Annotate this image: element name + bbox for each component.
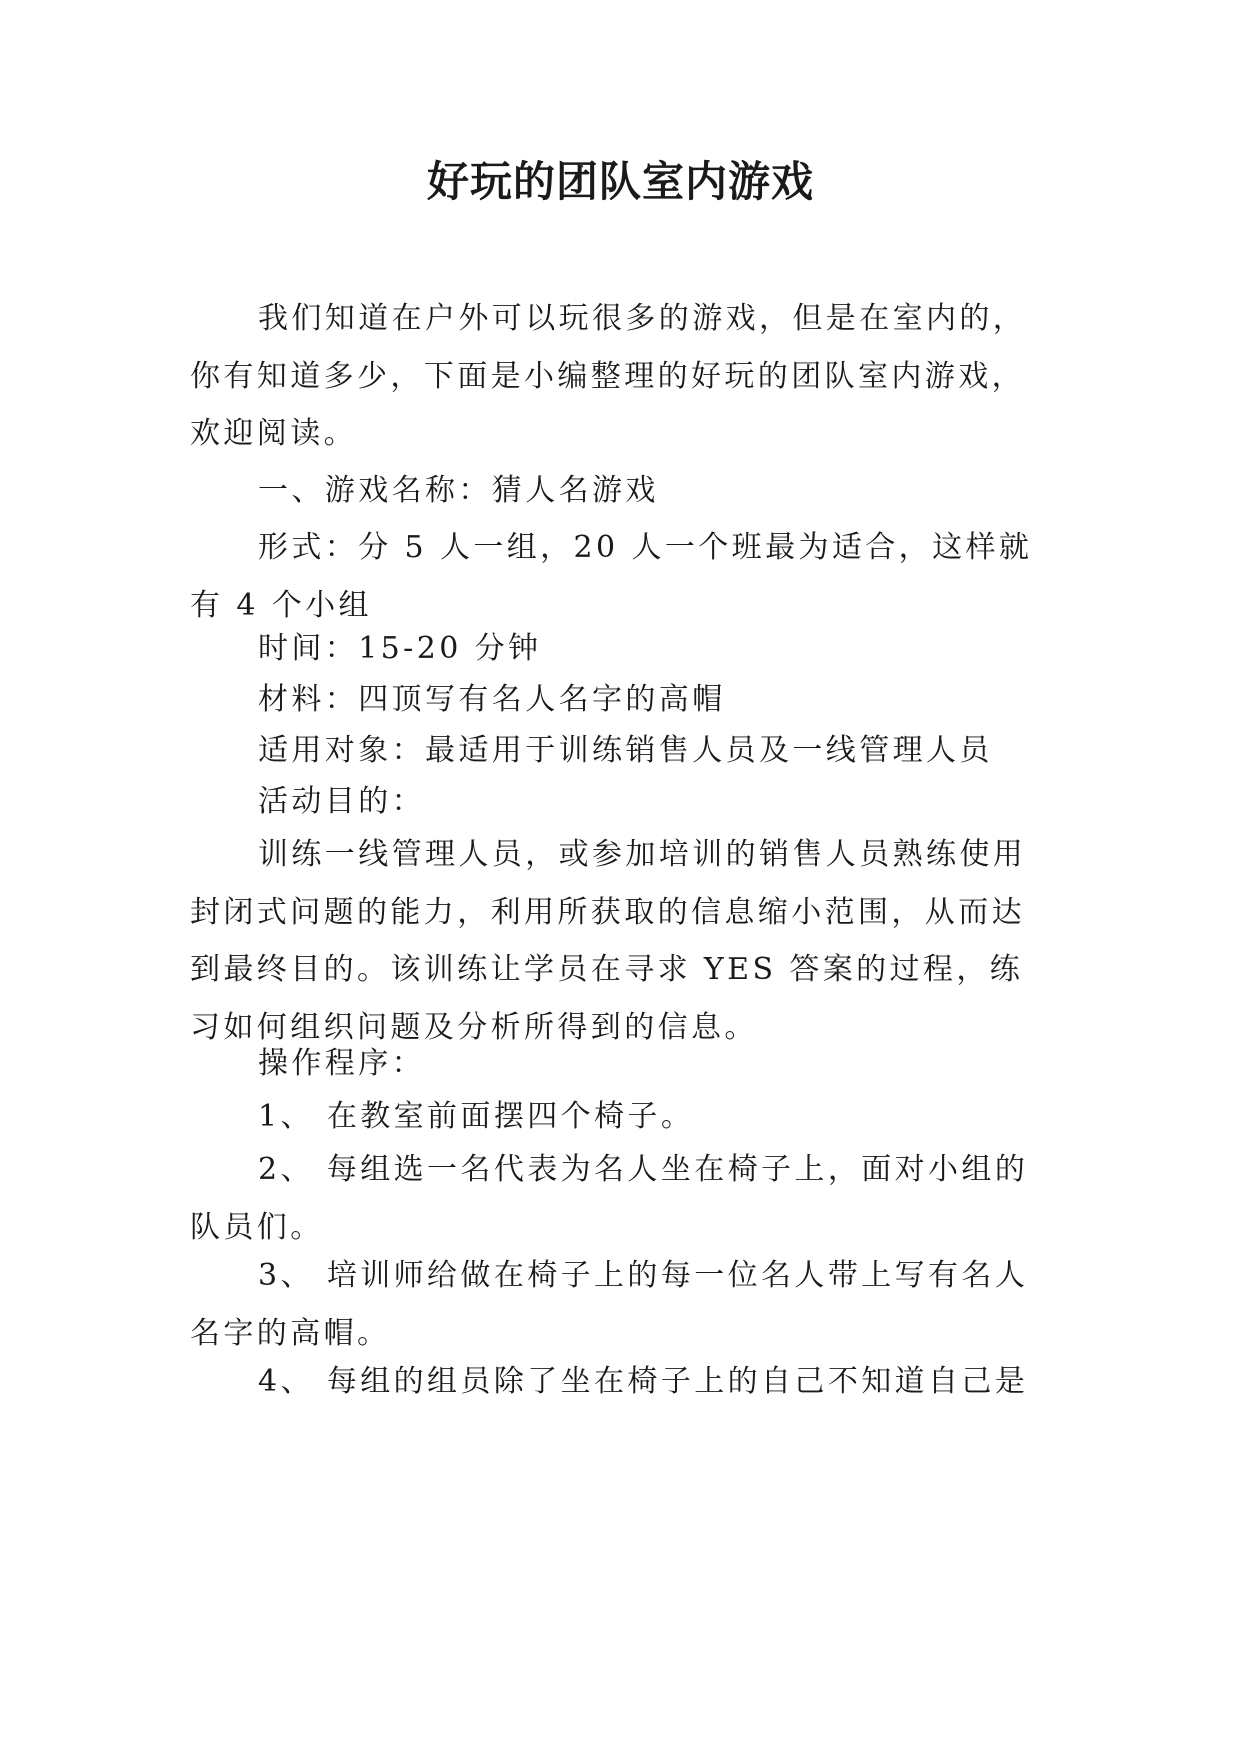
procedure-step-2: 2、 每组选一名代表为名人坐在椅子上，面对小组的队员们。: [190, 1152, 1029, 1245]
time-paragraph: 时间：15-20 分钟: [258, 631, 542, 666]
procedure-step-1: 1、 在教室前面摆四个椅子。: [258, 1099, 695, 1134]
document-title: 好玩的团队室内游戏: [426, 157, 814, 206]
section-heading: 一、游戏名称：猜人名游戏: [258, 473, 659, 508]
form-paragraph: 形式：分 5 人一组，20 人一个班最为适合，这样就有 4 个小组: [190, 530, 1033, 623]
audience-paragraph: 适用对象：最适用于训练销售人员及一线管理人员: [258, 733, 993, 768]
purpose-label: 活动目的：: [258, 784, 425, 819]
procedure-label: 操作程序：: [258, 1046, 425, 1081]
intro-paragraph: 我们知道在户外可以玩很多的游戏，但是在室内的，你有知道多少，下面是小编整理的好玩的团队室内游戏，欢迎阅读。: [190, 301, 1027, 451]
purpose-paragraph: 训练一线管理人员，或参加培训的销售人员熟练使用封闭式问题的能力，利用所获取的信息缩小范围，从而达到最终目的。该训练让学员在寻求 YES 答案的过程，练习如何组织问题及分析所得到的信息。: [190, 837, 1027, 1045]
procedure-step-3: 3、 培训师给做在椅子上的每一位名人带上写有名人名字的高帽。: [190, 1258, 1029, 1351]
materials-paragraph: 材料：四顶写有名人名字的高帽: [258, 682, 726, 717]
procedure-step-4: 4、 每组的组员除了坐在椅子上的自己不知道自己是: [258, 1364, 1029, 1399]
